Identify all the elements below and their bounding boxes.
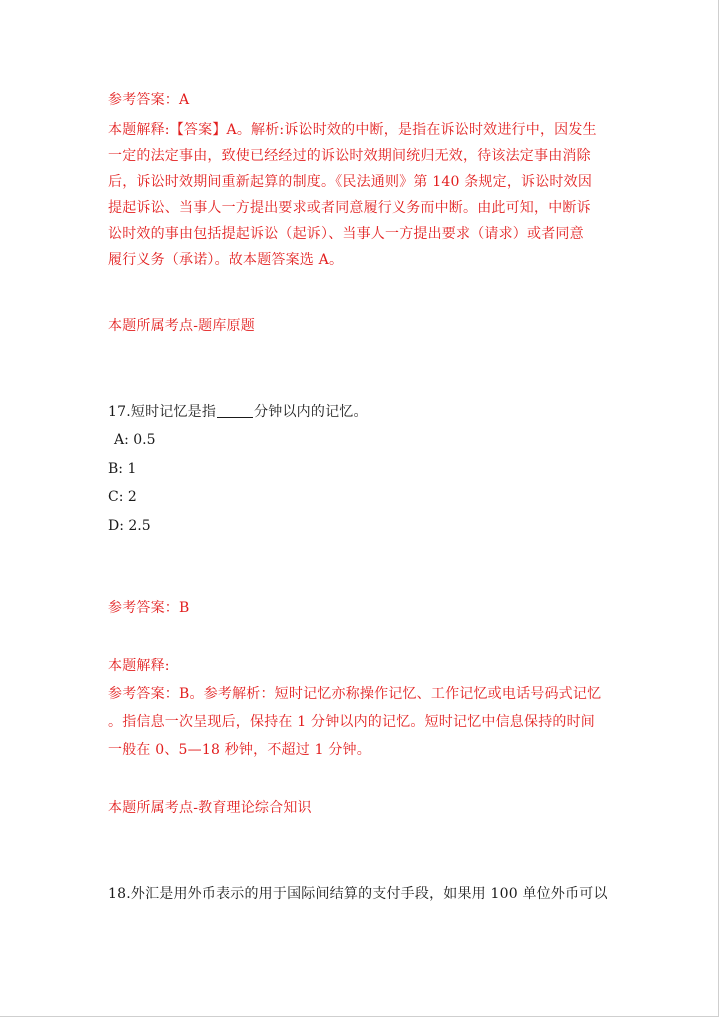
q17-option-c: C: 2 (108, 489, 137, 505)
q16-explanation-line: 后，诉讼时效期间重新起算的制度。《民法通则》第 140 条规定，诉讼时效因 (108, 174, 593, 190)
q16-explanation-line: 履行义务（承诺）。故本题答案选 A。 (108, 252, 344, 268)
q17-knowledge-point: 本题所属考点-教育理论综合知识 (108, 800, 312, 816)
q17-option-a: A: 0.5 (114, 432, 156, 448)
q18-stem: 18.外汇是用外币表示的用于国际间结算的支付手段，如果用 100 单位外币可以 (108, 886, 608, 902)
q17-option-b: B: 1 (108, 461, 137, 477)
q16-explanation-line: 讼时效的事由包括提起诉讼（起诉）、当事人一方提出要求（请求）或者同意 (108, 226, 584, 242)
q16-explanation-line: 一定的法定事由，致使已经经过的诉讼时效期间统归无效，待该法定事由消除 (108, 148, 591, 164)
q17-stem-before: 17.短时记忆是指 (108, 404, 217, 420)
q16-explanation-line: 本题解释:【答案】A。解析:诉讼时效的中断，是指在诉讼时效进行中，因发生 (108, 122, 597, 138)
q17-explanation-line: 一般在 0、5—18 秒钟，不超过 1 分钟。 (108, 742, 371, 758)
q17-explanation-line: 参考答案：B。参考解析：短时记忆亦称操作记忆、工作记忆或电话号码式记忆 (108, 686, 602, 702)
fill-in-blank (217, 403, 253, 418)
q16-explanation-line: 提起诉讼、当事人一方提出要求或者同意履行义务而中断。由此可知，中断诉 (108, 200, 591, 216)
q17-stem (108, 402, 368, 422)
q16-knowledge-point: 本题所属考点-题库原题 (108, 318, 255, 334)
q16-answer: 参考答案：A (108, 92, 190, 108)
q17-option-d: D: 2.5 (108, 518, 151, 534)
q17-stem-after: 分钟以内的记忆。 (254, 404, 368, 420)
q17-explanation-line: 。指信息一次呈现后，保持在 1 分钟以内的记忆。短时记忆中信息保持的时间 (108, 714, 596, 730)
q17-answer: 参考答案：B (108, 600, 190, 616)
q17-explanation-title: 本题解释: (108, 658, 170, 674)
